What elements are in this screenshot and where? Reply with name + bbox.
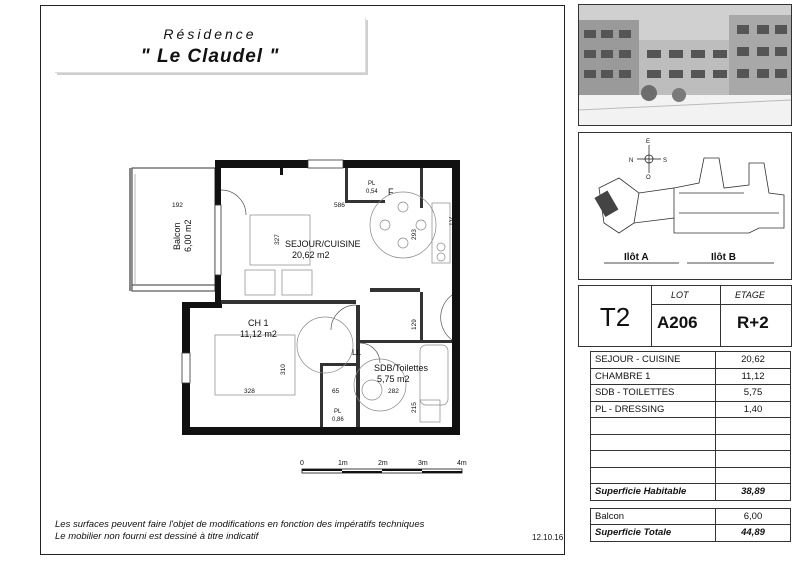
etage-value: R+2 xyxy=(737,313,769,332)
ch-area: 11,12 m2 xyxy=(240,329,277,339)
ilot-a-label: Ilôt A xyxy=(624,252,649,263)
total-value: 44,89 xyxy=(716,525,791,542)
pl2-name: PL xyxy=(334,409,342,415)
surface-row xyxy=(591,401,791,418)
plan-date: 12.10.16 xyxy=(532,533,564,542)
surface-value: 20,62 xyxy=(716,352,791,369)
residence-name: " Le Claudel " xyxy=(140,46,280,67)
window-2 xyxy=(182,353,190,383)
scale-tick-2: 2m xyxy=(378,460,388,467)
footnote-line-2: Le mobilier non fourni est dessiné à titre indicatif xyxy=(55,531,259,542)
dim-310: 310 xyxy=(280,364,287,375)
balcon-area: 6,00 m2 xyxy=(183,219,193,252)
apartment-type: T2 xyxy=(579,286,652,346)
surface-label: PL - DRESSING xyxy=(591,401,716,418)
scale-tick-4: 4m xyxy=(457,460,467,467)
f-label: F xyxy=(388,187,394,197)
habitable-row xyxy=(591,484,791,501)
pl1-area: 0,54 xyxy=(366,189,378,195)
lot-value: A206 xyxy=(657,313,698,332)
situation-map xyxy=(579,133,791,279)
scale-bar xyxy=(300,455,470,483)
dim-129: 129 xyxy=(411,319,418,330)
situation-plan xyxy=(578,132,792,280)
empty-row xyxy=(591,467,791,484)
highlighted-lot xyxy=(594,190,618,217)
footnote-line-1: Les surfaces peuvent faire l'objet de modifications en fonction des impératifs techniques xyxy=(55,519,425,530)
pl2-area: 0,86 xyxy=(332,417,344,423)
compass-o: O xyxy=(646,175,651,181)
empty-row xyxy=(591,434,791,451)
compass-icon xyxy=(629,139,667,181)
total-label: Superficie Totale xyxy=(591,525,716,542)
residence-label: Résidence xyxy=(163,26,257,42)
balcon-label: Balcon xyxy=(591,508,716,525)
sdb-name: SDB/Toilettes xyxy=(374,363,429,373)
balcon-name: Balcon xyxy=(172,222,182,250)
dim-328: 328 xyxy=(244,388,255,395)
scale-tick-1: 1m xyxy=(338,460,348,467)
compass-e: E xyxy=(646,139,651,145)
balcony-door xyxy=(215,205,221,275)
habitable-label: Superficie Habitable xyxy=(591,484,716,501)
dim-215: 215 xyxy=(411,402,418,413)
building-render-image xyxy=(579,5,791,125)
title-box xyxy=(55,18,366,73)
surface-label: SDB - TOILETTES xyxy=(591,385,716,402)
sejour-name: SEJOUR/CUISINE xyxy=(285,239,361,249)
footnote xyxy=(55,519,424,543)
sejour-area: 20,62 m2 xyxy=(292,250,330,260)
surface-label: CHAMBRE 1 xyxy=(591,368,716,385)
scale-tick-0: 0 xyxy=(300,460,304,467)
surface-label: SEJOUR - CUISINE xyxy=(591,352,716,369)
scale-tick-3: 3m xyxy=(418,460,428,467)
surface-row xyxy=(591,385,791,402)
dim-293: 293 xyxy=(411,229,418,240)
ll-label: LL xyxy=(352,348,361,357)
etage-label: ETAGE xyxy=(735,290,765,300)
compass-s: S xyxy=(663,158,668,164)
surface-value: 11,12 xyxy=(716,368,791,385)
empty-row xyxy=(591,418,791,435)
surface-value: 5,75 xyxy=(716,385,791,402)
floor-plan xyxy=(120,155,480,445)
lot-info xyxy=(578,285,792,347)
surfaces-table xyxy=(590,351,791,542)
building-photo xyxy=(578,4,792,126)
dim-586: 586 xyxy=(334,202,345,209)
buildings-outline xyxy=(599,158,784,233)
compass-n: N xyxy=(629,158,634,164)
total-row xyxy=(591,525,791,542)
surface-value: 1,40 xyxy=(716,401,791,418)
dim-327: 327 xyxy=(274,234,281,245)
dim-282: 282 xyxy=(388,388,399,395)
lot-label: LOT xyxy=(671,290,689,300)
dim-192: 192 xyxy=(172,202,183,209)
window-1 xyxy=(308,160,343,168)
surface-row xyxy=(591,352,791,369)
pl1-name: PL xyxy=(368,181,376,187)
balcon-value: 6,00 xyxy=(716,508,791,525)
empty-row xyxy=(591,451,791,468)
balcon-row xyxy=(591,508,791,525)
ilot-b-label: Ilôt B xyxy=(711,252,736,263)
habitable-value: 38,89 xyxy=(716,484,791,501)
sdb-area: 5,75 m2 xyxy=(377,374,410,384)
lv-label: LV xyxy=(449,216,456,225)
surface-row xyxy=(591,368,791,385)
balcony-railing xyxy=(129,168,132,291)
dim-65: 65 xyxy=(332,388,340,395)
ch-name: CH 1 xyxy=(248,318,269,328)
